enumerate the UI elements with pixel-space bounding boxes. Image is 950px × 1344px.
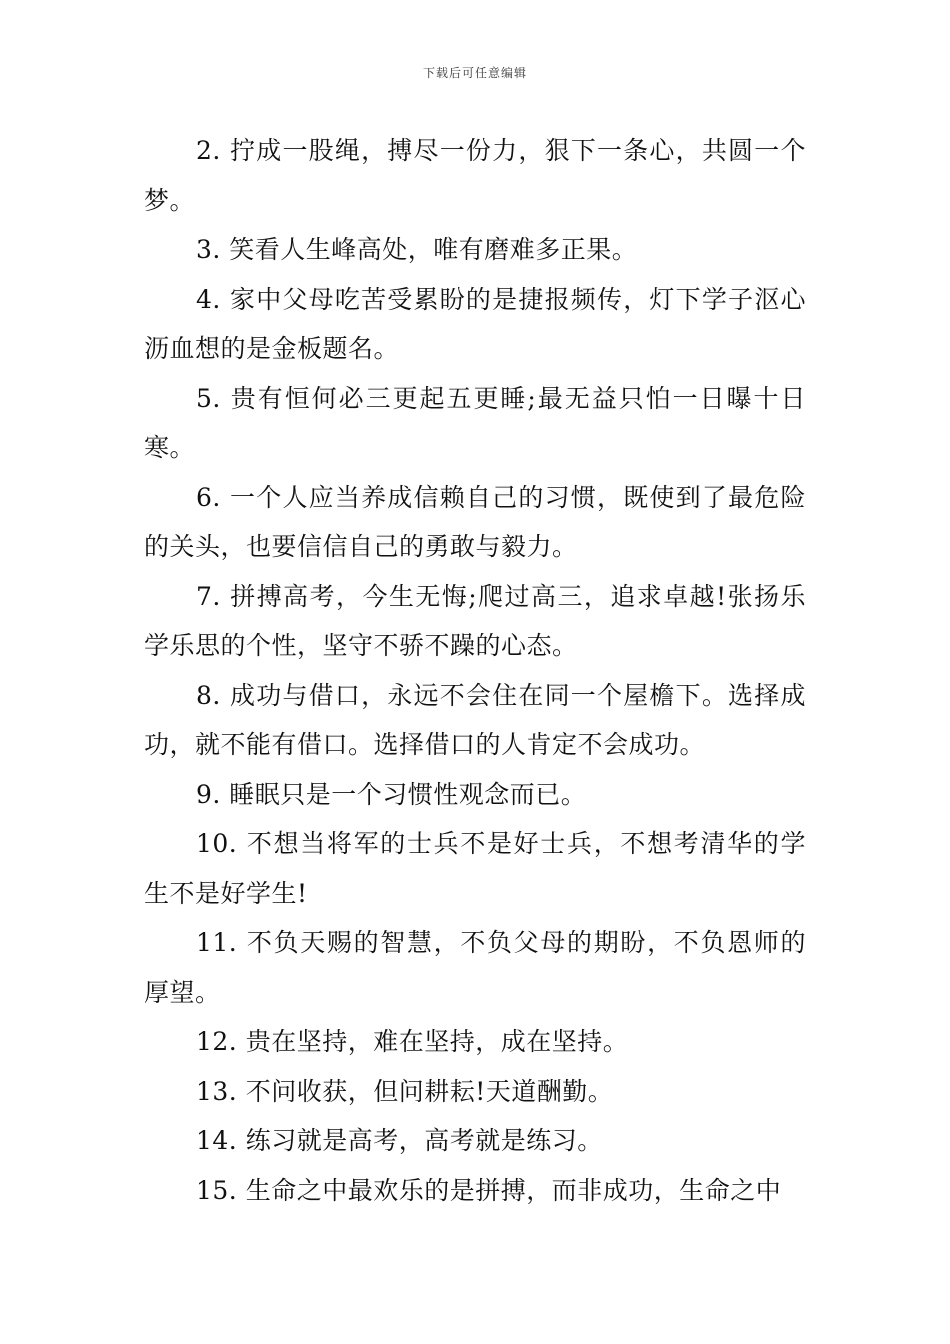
list-item: 10. 不想当将军的士兵不是好士兵，不想考清华的学生不是好学生! bbox=[144, 829, 806, 908]
list-item: 15. 生命之中最欢乐的是拼搏，而非成功，生命之中 bbox=[196, 1175, 782, 1205]
list-item: 7. 拼搏高考，今生无悔;爬过高三，追求卓越!张扬乐学乐思的个性，坚守不骄不躁的心态。 bbox=[144, 581, 806, 660]
list-item: 5. 贵有恒何必三更起五更睡;最无益只怕一日曝十日寒。 bbox=[144, 383, 806, 462]
list-item: 6. 一个人应当养成信赖自己的习惯，既使到了最危险的关头，也要信信自己的勇敢与毅力。 bbox=[144, 482, 806, 561]
list-item: 13. 不问收获，但问耕耘!天道酬勤。 bbox=[196, 1076, 614, 1106]
list-item: 14. 练习就是高考，高考就是练习。 bbox=[196, 1126, 603, 1155]
list-item: 12. 贵在坚持，难在坚持，成在坚持。 bbox=[196, 1027, 629, 1056]
list-item: 9. 睡眠只是一个习惯性观念而已。 bbox=[196, 779, 587, 809]
list-item: 2. 拧成一股绳，搏尽一份力，狠下一条心，共圆一个梦。 bbox=[144, 136, 806, 215]
document-body bbox=[144, 126, 806, 1215]
list-item: 3. 笑看人生峰高处，唯有磨难多正果。 bbox=[196, 235, 638, 264]
list-item: 8. 成功与借口，永远不会住在同一个屋檐下。选择成功，就不能有借口。选择借口的人肯定不会成功。 bbox=[144, 680, 806, 759]
page-header: 下载后可任意编辑 bbox=[422, 66, 527, 80]
list-item: 11. 不负天赐的智慧，不负父母的期盼，不负恩师的厚望。 bbox=[144, 928, 806, 1007]
list-item: 4. 家中父母吃苦受累盼的是捷报频传，灯下学子沤心沥血想的是金板题名。 bbox=[144, 284, 806, 363]
